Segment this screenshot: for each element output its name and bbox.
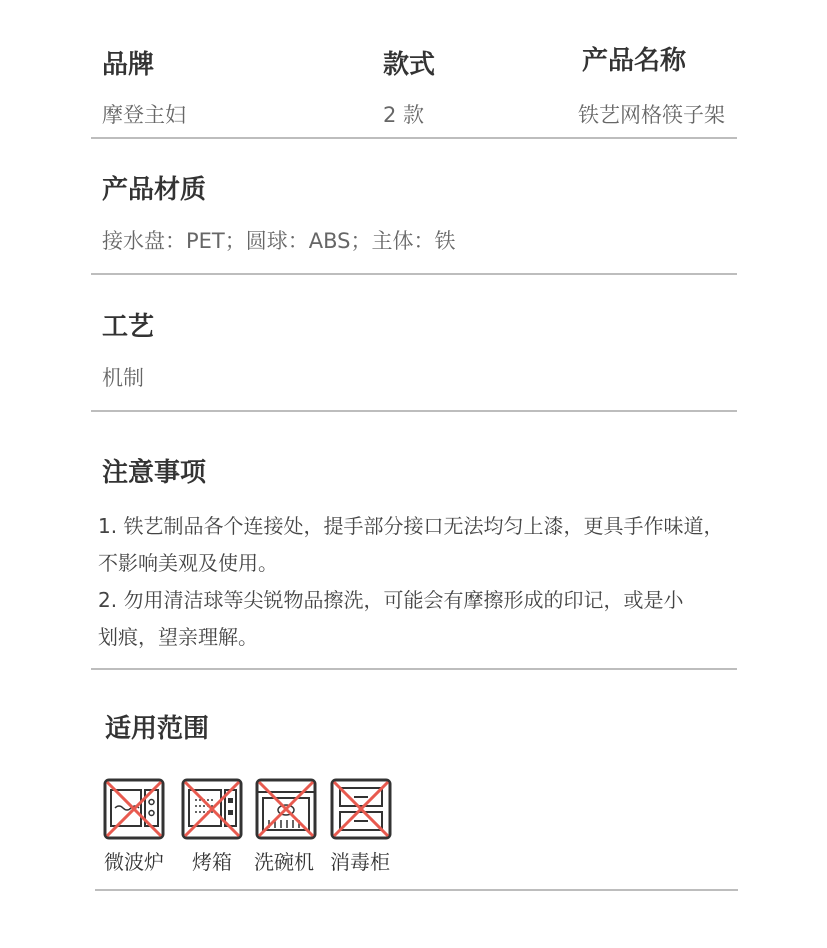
divider [91, 668, 737, 670]
craft-value: 机制 [102, 366, 144, 390]
notes-title: 注意事项 [102, 458, 207, 488]
brand-label: 品牌 [102, 50, 155, 80]
notes-body [98, 508, 723, 656]
note-line: 1. 铁艺制品各个连接处，提手部分接口无法均匀上漆，更具手作味道， [98, 514, 724, 538]
divider [91, 273, 737, 275]
divider [95, 889, 738, 891]
style-label: 款式 [383, 50, 436, 80]
usage-item-label: 微波炉 [104, 850, 164, 874]
microwave-icon [103, 778, 165, 840]
usage-title: 适用范围 [105, 714, 210, 744]
product-name-label: 产品名称 [582, 46, 687, 76]
divider [91, 137, 737, 139]
brand-value: 摩登主妇 [102, 103, 186, 127]
divider [91, 410, 737, 412]
craft-label: 工艺 [102, 312, 155, 342]
usage-item-label: 消毒柜 [330, 850, 390, 874]
dishwasher-icon [255, 778, 317, 840]
note-line: 划痕，望亲理解。 [98, 625, 258, 649]
material-value: 接水盘：PET；圆球：ABS；主体：铁 [102, 229, 456, 253]
product-name-value: 铁艺网格筷子架 [578, 103, 725, 127]
note-line: 2. 勿用清洁球等尖锐物品擦洗，可能会有摩擦形成的印记，或是小 [98, 588, 684, 612]
style-value: 2 款 [383, 103, 425, 127]
material-label: 产品材质 [102, 175, 207, 205]
note-line: 不影响美观及使用。 [98, 551, 278, 575]
disinfection-cabinet-icon [330, 778, 392, 840]
usage-item-label: 洗碗机 [254, 850, 314, 874]
usage-item-label: 烤箱 [192, 850, 232, 874]
oven-icon [181, 778, 243, 840]
